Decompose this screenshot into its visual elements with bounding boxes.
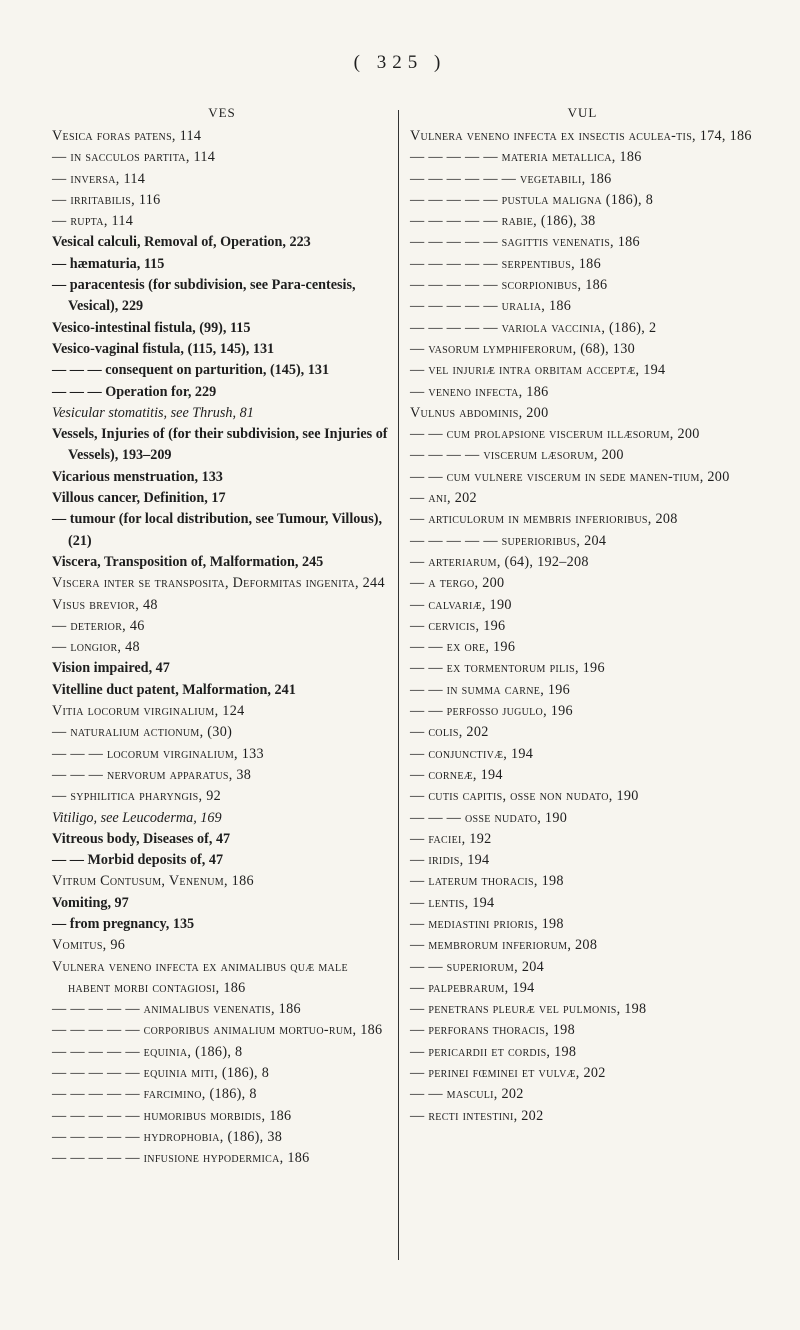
index-entry: — mediastini prioris, 198	[410, 915, 564, 932]
index-entry: Vomiting, 97	[52, 894, 129, 911]
index-entry: Vulnus abdominis, 200	[410, 404, 549, 421]
index-entry: — cervicis, 196	[410, 617, 506, 634]
index-entry: — — — — — variola vaccinia, (186), 2	[410, 319, 657, 336]
index-entry: — — — nervorum apparatus, 38	[52, 766, 252, 783]
index-entry: — — — — — farcimino, (186), 8	[52, 1086, 257, 1103]
index-entry: — conjunctivæ, 194	[410, 745, 534, 762]
index-entry: — corneæ, 194	[410, 766, 503, 783]
index-entry: — cutis capitis, osse non nudato, 190	[410, 788, 639, 805]
index-entry: — deterior, 46	[52, 617, 145, 634]
index-entry: — perforans thoracis, 198	[410, 1022, 575, 1039]
index-entry: — vel injuriæ intra orbitam acceptæ, 194	[410, 362, 666, 379]
page-number: ( 325 )	[353, 52, 447, 73]
index-entry: — — — locorum virginalium, 133	[52, 745, 264, 762]
index-entry: — — ex ore, 196	[410, 639, 516, 656]
index-entry: — recti intestini, 202	[410, 1107, 544, 1124]
index-entry: — tumour (for local distribution, see Tumour, Villous), (21)	[52, 511, 383, 549]
index-entry: — — cum prolapsione viscerum illæsorum, 200	[410, 426, 700, 443]
index-entry: — — — — — materia metallica, 186	[410, 149, 642, 166]
index-entry: Vitreous body, Diseases of, 47	[52, 830, 231, 847]
index-entry: — — masculi, 202	[410, 1086, 524, 1103]
index-entry: — longior, 48	[52, 639, 140, 656]
index-entry: — veneno infecta, 186	[410, 383, 549, 400]
index-entry: — calvariæ, 190	[410, 596, 512, 613]
index-entry: — membrorum inferiorum, 208	[410, 937, 598, 954]
index-entry: — from pregnancy, 135	[52, 915, 195, 932]
index-entry: — syphilitica pharyngis, 92	[52, 788, 222, 805]
index-entry: — — — — — infusione hypodermica, 186	[52, 1150, 310, 1167]
index-entry: — — — — — humoribus morbidis, 186	[52, 1107, 292, 1124]
index-entry: — — ex tormentorum pilis, 196	[410, 660, 605, 677]
index-entry: Vision impaired, 47	[52, 660, 170, 677]
left-column	[52, 104, 392, 1170]
index-entry: Viscera, Transposition of, Malformation, 245	[52, 553, 324, 570]
index-entry: — ani, 202	[410, 490, 477, 507]
index-entry: — — — — viscerum læsorum, 200	[410, 447, 624, 464]
index-entry: — pericardii et cordis, 198	[410, 1043, 577, 1060]
right-entries	[410, 126, 755, 1127]
index-entry: Vesical calculi, Removal of, Operation, 223	[52, 234, 311, 251]
index-entry: — — perfosso jugulo, 196	[410, 703, 573, 720]
index-entry: — — — — — corporibus animalium mortuo-rum, 186	[52, 1022, 383, 1039]
index-entry: — hæmaturia, 115	[52, 255, 165, 272]
index-entry: Viscera inter se transposita, Deformitas ingenita, 244	[52, 575, 385, 592]
index-entry: Vesicular stomatitis, see Thrush, 81	[52, 404, 254, 421]
index-entry: Villous cancer, Definition, 17	[52, 490, 226, 507]
index-entry: — — Morbid deposits of, 47	[52, 852, 224, 869]
index-entry: — — in summa carne, 196	[410, 681, 571, 698]
index-entry: — — — — — uralia, 186	[410, 298, 572, 315]
index-entry: — penetrans pleuræ vel pulmonis, 198	[410, 1001, 647, 1018]
left-entries	[52, 126, 392, 1170]
index-entry: — — — — — superioribus, 204	[410, 532, 607, 549]
index-entry: — palpebrarum, 194	[410, 979, 535, 996]
index-entry: — laterum thoracis, 198	[410, 873, 564, 890]
index-entry: — — cum vulnere viscerum in sede manen-tium, 200	[410, 468, 730, 485]
index-entry: — arteriarum, (64), 192–208	[410, 553, 589, 570]
right-column-header: VUL	[567, 105, 598, 120]
index-entry: — faciei, 192	[410, 830, 492, 847]
index-entry: Vesica foras patens, 114	[52, 128, 202, 144]
index-entry: — colis, 202	[410, 724, 489, 741]
index-entry: Vitiligo, see Leucoderma, 169	[52, 809, 222, 826]
index-entry: — perinei fœminei et vulvæ, 202	[410, 1065, 606, 1082]
index-entry: — — — — — hydrophobia, (186), 38	[52, 1128, 283, 1145]
index-entry: — — — — — sagittis venenatis, 186	[410, 234, 640, 251]
index-entry: Vessels, Injuries of (for their subdivision, see Injuries of Vessels), 193–209	[52, 426, 388, 464]
index-entry: Vesico-intestinal fistula, (99), 115	[52, 319, 251, 336]
index-entry: — — — — — — vegetabili, 186	[410, 170, 612, 187]
index-entry: — lentis, 194	[410, 894, 495, 911]
index-entry: — — — — — equinia, (186), 8	[52, 1043, 243, 1060]
index-entry: — irritabilis, 116	[52, 191, 161, 208]
left-column-header: VES	[208, 105, 236, 120]
index-entry: — — — — — serpentibus, 186	[410, 255, 601, 272]
index-entry: — inversa, 114	[52, 170, 146, 187]
index-entry: Vomitus, 96	[52, 937, 126, 954]
index-entry: — — — osse nudato, 190	[410, 809, 568, 826]
index-entry: — articulorum in membris inferioribus, 208	[410, 511, 678, 528]
index-entry: Vitia locorum virginalium, 124	[52, 703, 245, 720]
index-entry: Vesico-vaginal fistula, (115, 145), 131	[52, 340, 275, 357]
index-entry: — — — — — equinia miti, (186), 8	[52, 1065, 270, 1082]
index-entry: Vulnera veneno infecta ex insectis aculea-tis, 174, 186	[410, 128, 752, 144]
index-entry: — vasorum lymphiferorum, (68), 130	[410, 340, 635, 357]
index-entry: Vicarious menstruation, 133	[52, 468, 223, 485]
index-entry: — — — Operation for, 229	[52, 383, 217, 400]
index-entry: — — — — — rabie, (186), 38	[410, 213, 596, 230]
index-entry: — naturalium actionum, (30)	[52, 724, 233, 741]
index-entry: — a tergo, 200	[410, 575, 505, 592]
index-entry: Vitelline duct patent, Malformation, 241	[52, 681, 296, 698]
column-divider	[398, 110, 399, 1260]
index-entry: — in sacculos partita, 114	[52, 149, 216, 166]
index-entry: — — — — — pustula maligna (186), 8	[410, 191, 654, 208]
index-entry: — rupta, 114	[52, 213, 134, 230]
index-entry: — iridis, 194	[410, 852, 490, 869]
index-entry: Vitrum Contusum, Venenum, 186	[52, 873, 254, 890]
right-column	[410, 104, 755, 1127]
index-entry: — — — — — animalibus venenatis, 186	[52, 1001, 301, 1018]
index-entry: Vulnera veneno infecta ex animalibus quæ male habent morbi contagiosi, 186	[52, 958, 348, 996]
index-entry: — — superiorum, 204	[410, 958, 545, 975]
index-entry: — — — — — scorpionibus, 186	[410, 277, 608, 294]
index-entry: — paracentesis (for subdivision, see Para-centesis, Vesical), 229	[52, 277, 356, 315]
index-entry: — — — consequent on parturition, (145), 131	[52, 362, 330, 379]
index-entry: Visus brevior, 48	[52, 596, 158, 613]
